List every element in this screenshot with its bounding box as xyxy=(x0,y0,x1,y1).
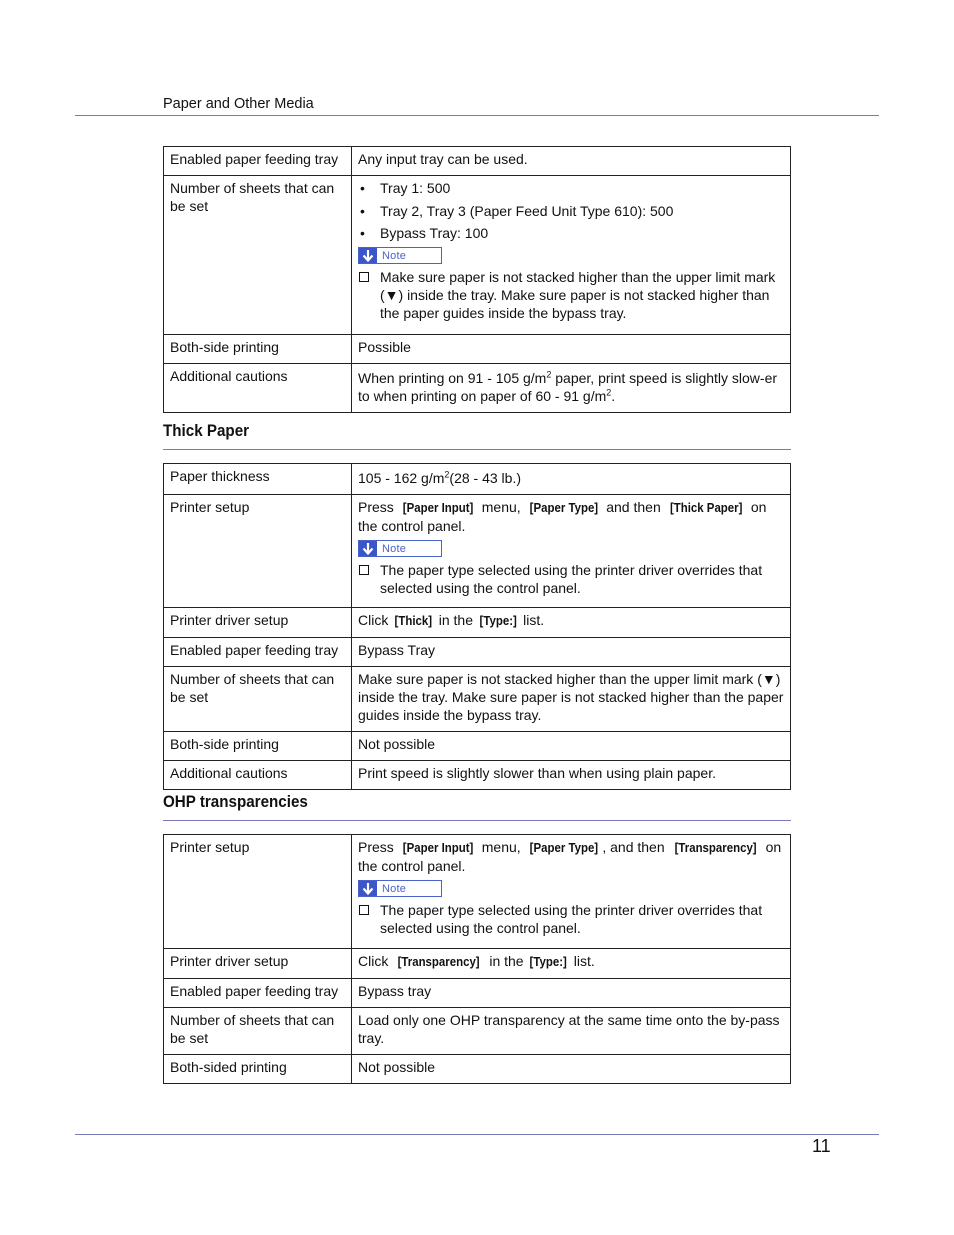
row-key: Enabled paper feeding tray xyxy=(164,638,352,667)
row-key: Printer driver setup xyxy=(164,949,352,979)
table-row xyxy=(164,1055,791,1084)
note-label: Note xyxy=(382,882,407,895)
row-value: Bypass tray xyxy=(352,979,791,1008)
note-label: Note xyxy=(382,542,407,555)
table-row xyxy=(164,1008,791,1055)
list-item: • Tray 2, Tray 3 (Paper Feed Unit Type 610): 500 xyxy=(358,202,784,220)
header-rule xyxy=(75,115,879,116)
row-value: Bypass Tray xyxy=(352,638,791,667)
row-key: Number of sheets that can be set xyxy=(164,1008,352,1055)
row-key: Enabled paper feeding tray xyxy=(164,147,352,176)
section-title-thick-paper: Thick Paper xyxy=(163,422,250,440)
row-key: Both-side printing xyxy=(164,732,352,761)
note-text: The paper type selected using the printer driver overrides that selected using the control panel. xyxy=(380,902,763,936)
note-badge xyxy=(358,880,442,897)
checkbox-icon xyxy=(359,565,369,575)
row-key: Additional cautions xyxy=(164,761,352,790)
row-key: Enabled paper feeding tray xyxy=(164,979,352,1008)
thick-paper-table xyxy=(163,463,791,790)
table-row xyxy=(164,979,791,1008)
table-row xyxy=(164,667,791,732)
down-arrow-icon xyxy=(359,541,377,556)
note-item xyxy=(358,268,784,322)
table-row xyxy=(164,835,791,949)
instruction-text: Press [Paper Input] menu, [Paper Type] and then [Thick Paper] on the control panel. xyxy=(358,499,767,534)
checkbox-icon xyxy=(359,272,369,282)
note-text: The paper type selected using the printer driver overrides that selected using the control panel. xyxy=(380,562,763,596)
row-value: Any input tray can be used. xyxy=(352,147,791,176)
table-row xyxy=(164,335,791,364)
note-item xyxy=(358,561,784,597)
note-text: Make sure paper is not stacked higher than the upper limit mark (▼) inside the tray. Make sure paper is not stacked higher than the paper guides inside the bypass tray. xyxy=(380,269,776,321)
footer-rule xyxy=(75,1134,879,1135)
checkbox-icon xyxy=(359,905,369,915)
row-value xyxy=(352,495,791,608)
row-key: Number of sheets that can be set xyxy=(164,667,352,732)
down-arrow-icon xyxy=(359,881,377,896)
table-row xyxy=(164,732,791,761)
table-row xyxy=(164,638,791,667)
table-row xyxy=(164,147,791,176)
row-key: Printer setup xyxy=(164,495,352,608)
row-value xyxy=(352,835,791,949)
table-row xyxy=(164,176,791,335)
row-value: When printing on 91 - 105 $g/m^2$ paper, print speed is slightly slow-er to when printing on paper of 60 - 91 $g/m^2$. xyxy=(352,364,791,413)
row-key: Paper thickness xyxy=(164,464,352,495)
row-value: Click [Transparency] in the [Type:] list. xyxy=(352,949,791,979)
table-row xyxy=(164,495,791,608)
row-value: Not possible xyxy=(352,732,791,761)
note-badge xyxy=(358,540,442,557)
note-item xyxy=(358,901,784,937)
row-key: Number of sheets that can be set xyxy=(164,176,352,335)
section-rule xyxy=(163,820,791,821)
row-value: Possible xyxy=(352,335,791,364)
row-key: Additional cautions xyxy=(164,364,352,413)
row-value: Click [Thick] in the [Type:] list. xyxy=(352,608,791,638)
row-key: Both-side printing xyxy=(164,335,352,364)
bullet-list xyxy=(358,179,784,242)
running-header: Paper and Other Media xyxy=(163,96,314,112)
table-row xyxy=(164,761,791,790)
down-arrow-icon xyxy=(359,248,377,263)
table-row xyxy=(164,364,791,413)
plain-paper-table xyxy=(163,146,791,413)
table-row xyxy=(164,949,791,979)
instruction-text: Press [Paper Input] menu, [Paper Type] , and then [Transparency] on the control panel. xyxy=(358,839,782,874)
list-item: • Bypass Tray: 100 xyxy=(358,224,784,242)
row-key: Printer setup xyxy=(164,835,352,949)
page-number: 11 xyxy=(812,1136,831,1156)
row-value: Print speed is slightly slower than when using plain paper. xyxy=(352,761,791,790)
row-value xyxy=(352,176,791,335)
note-label: Note xyxy=(382,249,407,262)
row-value: 105 - 162 $g/m^2(28 - 43$ lb.) xyxy=(352,464,791,495)
list-item: • Tray 1: 500 xyxy=(358,179,784,197)
row-value: Not possible xyxy=(352,1055,791,1084)
section-title-ohp: OHP transparencies xyxy=(163,793,308,811)
table-row xyxy=(164,464,791,495)
note-badge xyxy=(358,247,442,264)
row-value: Make sure paper is not stacked higher than the upper limit mark (▼) inside the tray. Make sure paper is not stacked higher than the paper guides inside the bypass tray. xyxy=(352,667,791,732)
row-key: Printer driver setup xyxy=(164,608,352,638)
row-value: Load only one OHP transparency at the same time onto the by-pass tray. xyxy=(352,1008,791,1055)
table-row xyxy=(164,608,791,638)
section-rule xyxy=(163,449,791,450)
ohp-table xyxy=(163,834,791,1084)
row-key: Both-sided printing xyxy=(164,1055,352,1084)
